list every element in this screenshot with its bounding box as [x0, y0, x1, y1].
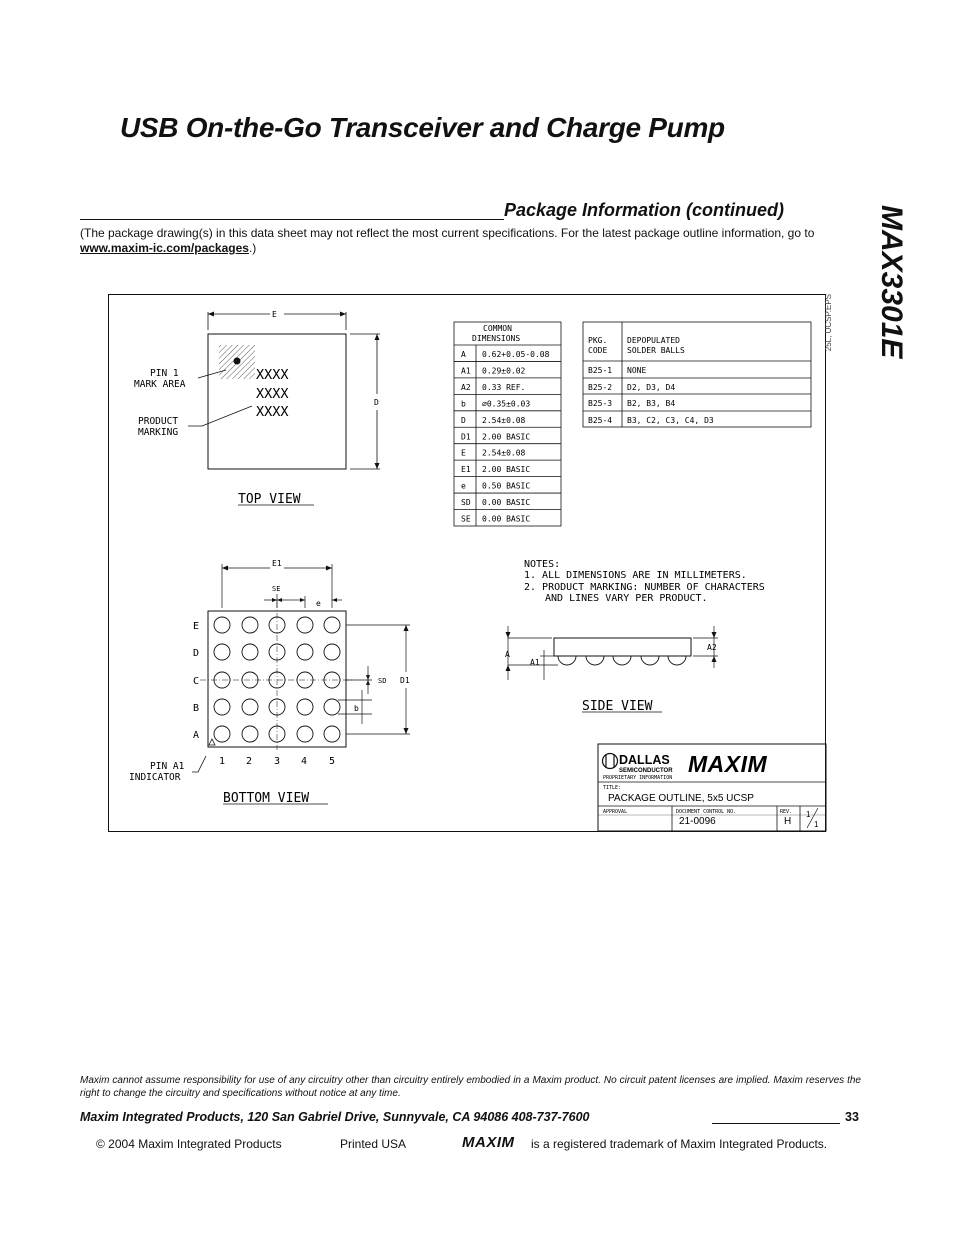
dim-symbol: SE: [461, 514, 471, 524]
solder-ball: [297, 699, 313, 715]
solder-ball: [297, 726, 313, 742]
semiconductor-logo: SEMICONDUCTOR: [619, 768, 673, 774]
dim-symbol: e: [461, 481, 466, 491]
depop-balls: D2, D3, D4: [627, 383, 676, 392]
side-view: [506, 626, 719, 680]
depop-code: B25-4: [588, 416, 613, 425]
solder-ball: [214, 699, 230, 715]
section-heading: Package Information (continued): [504, 200, 785, 220]
depop-balls: B3, C2, C3, C4, D3: [627, 416, 714, 425]
depop-header-depop: DEPOPULATED: [627, 336, 680, 345]
solder-ball: [324, 644, 340, 660]
dim-symbol: A2: [461, 382, 471, 392]
dim-symbol: b: [461, 399, 466, 409]
note-1: 1. ALL DIMENSIONS ARE IN MILLIMETERS.: [524, 570, 747, 581]
dim-symbol: D1: [461, 432, 471, 442]
maxim-footer-logo: MAXIM: [462, 1134, 515, 1151]
col-label: 5: [329, 756, 336, 767]
dim-value: 2.54±0.08: [482, 415, 526, 425]
depop-balls: B2, B3, B4: [627, 399, 676, 408]
solder-ball: [297, 617, 313, 633]
packages-link[interactable]: www.maxim-ic.com/packages: [80, 241, 249, 255]
depop-header-pkg: PKG.: [588, 336, 608, 345]
marking-text-2: XXXX: [256, 386, 289, 402]
dim-symbol: E: [461, 448, 466, 458]
depop-code: B25-3: [588, 399, 613, 408]
solder-ball: [242, 617, 258, 633]
marking-text-3: XXXX: [256, 404, 289, 420]
col-label: 4: [301, 756, 308, 767]
part-number: MAX3301E: [875, 205, 908, 359]
dim-value: 2.00 BASIC: [482, 432, 531, 442]
dim-b-label: b: [354, 704, 359, 713]
col-label: 2: [246, 756, 253, 767]
drawing-file-name: 25L, UCSP.EPS: [824, 294, 833, 352]
dimensions-table-rows: [461, 350, 550, 524]
pin1-label-1: PIN 1: [150, 368, 179, 379]
pin1-dot: [234, 358, 241, 365]
sheet-number: 1: [806, 810, 811, 819]
dim-a1-label: A1: [530, 658, 540, 667]
dim-value: 0.33 REF.: [482, 382, 526, 392]
dim-symbol: A: [461, 350, 466, 359]
row-label: C: [193, 676, 200, 687]
dim-se-label: SE: [272, 585, 281, 593]
title-label: TITLE:: [603, 785, 622, 791]
dim-table-header-2: DIMENSIONS: [472, 334, 521, 343]
solder-ball: [214, 644, 230, 660]
solder-ball-grid: [200, 602, 352, 750]
dim-value: 0.29±0.02: [482, 366, 526, 376]
dim-e-label: E: [272, 310, 277, 319]
marking-label-2: MARKING: [138, 427, 179, 438]
solder-ball: [242, 726, 258, 742]
dim-value: 0.50 BASIC: [482, 481, 531, 491]
depopulation-table: [583, 322, 811, 427]
depop-code: B25-1: [588, 366, 613, 375]
pin-a1-label-2: INDICATOR: [129, 772, 181, 783]
side-view-label: SIDE VIEW: [582, 699, 653, 714]
depopulation-table-rows: [588, 366, 714, 425]
dim-symbol: D: [461, 415, 466, 425]
row-label: A: [193, 730, 200, 741]
dim-value: 0.00 BASIC: [482, 514, 531, 524]
dim-symbol: SD: [461, 498, 471, 508]
solder-ball: [324, 726, 340, 742]
sheet-total: 1: [814, 820, 819, 829]
pin1-label-2: MARK AREA: [134, 379, 186, 390]
dim-symbol: A1: [461, 366, 471, 376]
solder-ball: [242, 699, 258, 715]
solder-ball: [214, 617, 230, 633]
dim-value: 0.62+0.05-0.08: [482, 350, 550, 359]
revision: H: [784, 816, 792, 827]
marking-label-1: PRODUCT: [138, 416, 179, 427]
intro-text-end: .): [248, 241, 257, 255]
package-title: PACKAGE OUTLINE, 5x5 UCSP: [608, 793, 754, 804]
row-label: E: [193, 621, 200, 632]
solder-ball: [324, 617, 340, 633]
address-rule: [712, 1123, 840, 1124]
dim-value: 0.00 BASIC: [482, 498, 531, 508]
package-body-side: [554, 638, 691, 656]
bottom-view-label: BOTTOM VIEW: [223, 791, 310, 806]
col-label: 1: [219, 756, 226, 767]
depop-header-balls: SOLDER BALLS: [627, 346, 685, 355]
solder-ball: [297, 644, 313, 660]
depop-header-code: CODE: [588, 346, 608, 355]
pin-a1-label-1: PIN A1: [150, 761, 185, 772]
top-view-label: TOP VIEW: [238, 492, 301, 507]
dim-sd-label: SD: [378, 677, 387, 685]
col-label: 3: [274, 756, 281, 767]
row-label: D: [193, 648, 200, 659]
approval-label: APPROVAL: [603, 809, 628, 815]
ball-column-labels: [219, 756, 335, 767]
company-address: Maxim Integrated Products, 120 San Gabriel Drive, Sunnyvale, CA 94086 408-737-7600: [80, 1110, 590, 1124]
dim-pitch-label: e: [316, 599, 321, 608]
proprietary-label: PROPRIETARY INFORMATION: [603, 775, 673, 781]
dim-e1-label: E1: [272, 559, 282, 568]
dim-d-label: D: [374, 398, 379, 407]
bottom-view: [192, 564, 410, 772]
doc-control-label: DOCUMENT CONTROL NO.: [676, 809, 737, 815]
trademark-notice: is a registered trademark of Maxim Integrated Products.: [531, 1137, 828, 1151]
dim-value: 2.00 BASIC: [482, 465, 531, 475]
notes-title: NOTES:: [524, 559, 561, 570]
maxim-logo: MAXIM: [688, 751, 768, 777]
depop-code: B25-2: [588, 383, 613, 392]
intro-text: (The package drawing(s) in this data sheet may not reflect the most current specifications. For the latest package outline information, go to: [80, 226, 815, 240]
page-number: 33: [845, 1110, 859, 1124]
marking-text-1: XXXX: [256, 367, 289, 383]
dim-symbol: E1: [461, 465, 471, 475]
disclaimer: Maxim cannot assume responsibility for use of any circuitry other than circuitry entirely embodied in a Maxim product. No circuit patent licenses are implied. Maxim reserves the right to change the circuitry and specifications without notice at any time.: [80, 1075, 861, 1099]
solder-ball: [324, 699, 340, 715]
note-2-cont: AND LINES VARY PER PRODUCT.: [545, 593, 708, 604]
row-label: B: [193, 703, 200, 714]
dim-table-header-1: COMMON: [483, 324, 512, 333]
solder-ball: [242, 644, 258, 660]
dim-value: ∅0.35±0.03: [482, 399, 531, 409]
dim-a2-label: A2: [707, 643, 717, 652]
copyright: © 2004 Maxim Integrated Products: [96, 1137, 282, 1151]
rev-label: REV.: [780, 809, 793, 815]
printed-usa: Printed USA: [340, 1137, 407, 1151]
dim-value: 2.54±0.08: [482, 448, 526, 458]
ball-row-labels: [193, 621, 199, 741]
dim-a-label: A: [505, 650, 510, 659]
doc-number: 21-0096: [679, 816, 716, 827]
dim-d1-label: D1: [400, 676, 410, 685]
dallas-logo: DALLAS: [619, 753, 670, 767]
solder-ball: [214, 726, 230, 742]
note-2: 2. PRODUCT MARKING: NUMBER OF CHARACTERS: [524, 582, 765, 593]
page-title: USB On-the-Go Transceiver and Charge Pump: [120, 112, 725, 143]
depop-balls: NONE: [627, 366, 647, 375]
